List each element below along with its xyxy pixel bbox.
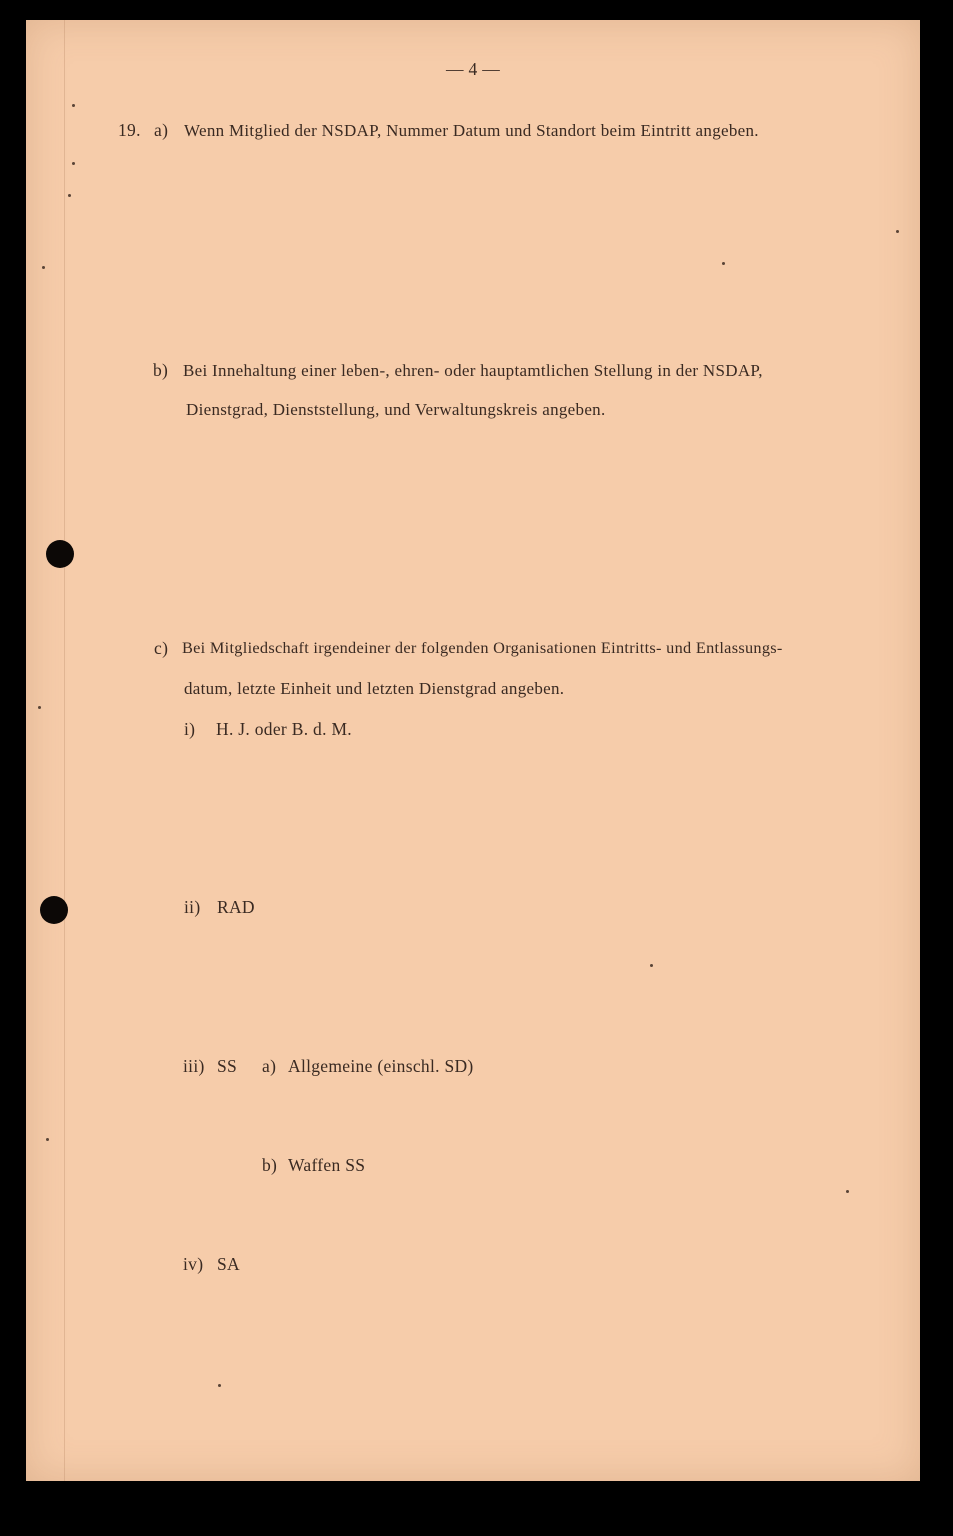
punch-hole-bottom bbox=[40, 896, 68, 924]
ss-sub-a-text: Allgemeine (einschl. SD) bbox=[288, 1056, 474, 1076]
punch-hole-top bbox=[46, 540, 74, 568]
paper-speck bbox=[650, 964, 653, 967]
paper-speck bbox=[218, 1384, 221, 1387]
paper-speck bbox=[896, 230, 899, 233]
paper-speck bbox=[42, 266, 45, 269]
item-a-label: a) bbox=[154, 120, 169, 140]
sub-item-iii-text: SS bbox=[217, 1056, 238, 1076]
item-c-line2: datum, letzte Einheit und letzten Dienstgrad angeben. bbox=[184, 679, 565, 698]
item-b-label: b) bbox=[153, 360, 169, 380]
paper-speck bbox=[722, 262, 725, 265]
paper-speck bbox=[68, 194, 71, 197]
document-page bbox=[26, 20, 920, 1481]
ss-sub-b-text: Waffen SS bbox=[288, 1155, 366, 1175]
paper-speck bbox=[846, 1190, 849, 1193]
ss-sub-b-label: b) bbox=[262, 1155, 278, 1175]
item-b-line2: Dienstgrad, Dienststellung, und Verwaltungskreis angeben. bbox=[186, 400, 606, 419]
paper-speck bbox=[72, 162, 75, 165]
paper-speck bbox=[38, 706, 41, 709]
sub-item-i-label: i) bbox=[184, 719, 196, 739]
sub-item-ii-text: RAD bbox=[217, 897, 255, 917]
paper-speck bbox=[72, 104, 75, 107]
page-number: — 4 — bbox=[446, 59, 500, 79]
sub-item-iii-label: iii) bbox=[183, 1056, 205, 1076]
sub-item-ii-label: ii) bbox=[184, 897, 201, 917]
sub-item-iv-text: SA bbox=[217, 1254, 240, 1274]
sub-item-iv-label: iv) bbox=[183, 1254, 204, 1274]
paper-speck bbox=[46, 1138, 49, 1141]
question-number: 19. bbox=[118, 120, 141, 140]
item-c-line1: Bei Mitgliedschaft irgendeiner der folgenden Organisationen Eintritts- und Entlassungs- bbox=[182, 638, 783, 657]
item-c-label: c) bbox=[154, 638, 169, 658]
ss-sub-a-label: a) bbox=[262, 1056, 277, 1076]
sub-item-i-text: H. J. oder B. d. M. bbox=[216, 719, 352, 739]
item-a-text: Wenn Mitglied der NSDAP, Nummer Datum und Standort beim Eintritt angeben. bbox=[184, 121, 759, 140]
item-b-line1: Bei Innehaltung einer leben-, ehren- oder hauptamtlichen Stellung in der NSDAP, bbox=[183, 361, 763, 380]
